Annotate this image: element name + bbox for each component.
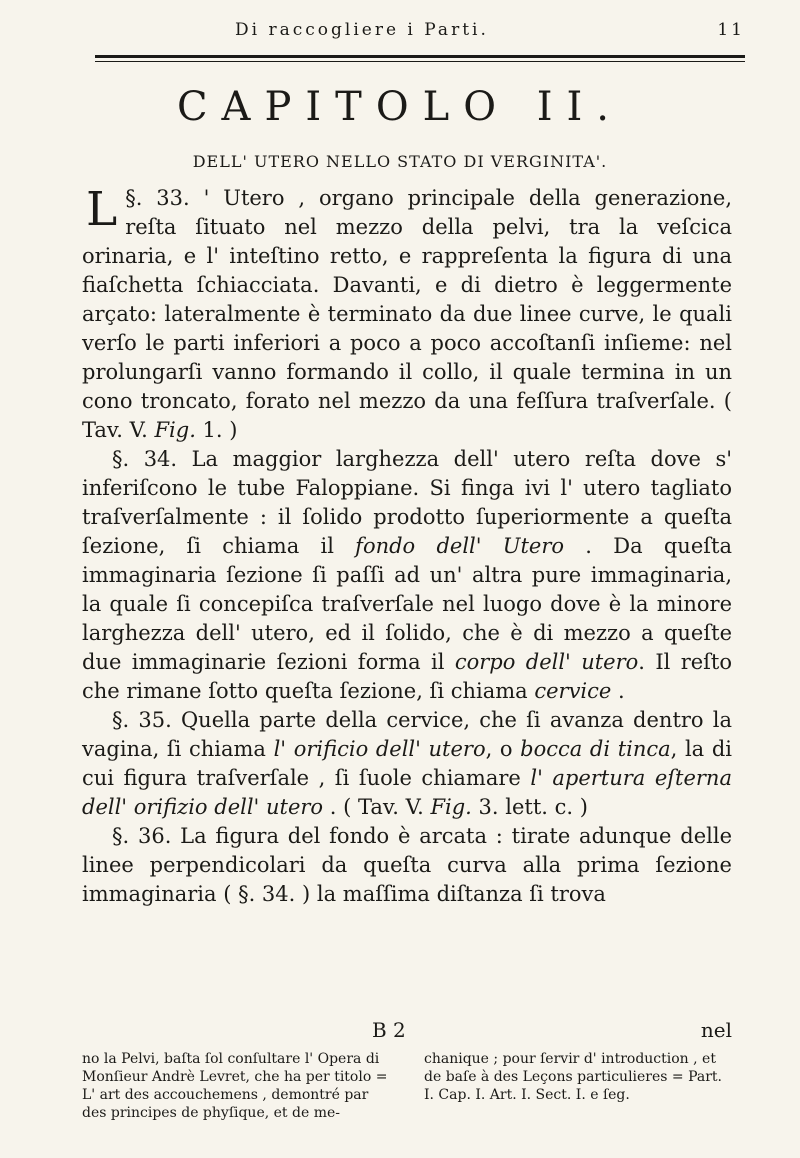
- paragraph-34-text-d: .: [611, 679, 625, 703]
- paragraph-35-text-e: 3. lett. c. ): [471, 795, 588, 819]
- term-cervice: cervice: [534, 679, 612, 703]
- footnotes: [82, 1050, 732, 1122]
- catchword: nel: [700, 1018, 732, 1042]
- paragraph-33-text: ' Utero , organo principale della generazione, reſta ſituato nel mezzo della pelvi, tra la veſcica orinaria, e l' inteſtino retto, e rappreſenta la figura di una fiaſchetta ſchiacciata. Davanti, e di dietro è leggermente arçato: lateralmente è terminato da due linee curve, le quali verſo le parti inferiori a poco a poco accoſtanſi inſieme: nel prolungarſi vanno formando il collo, il quale termina in un cono troncato, forato nel mezzo da una feſſura traſverſale. ( Tav. V.: [82, 186, 732, 442]
- chapter-heading: CAPITOLO II.: [176, 84, 624, 130]
- term-orificio: l' orificio dell' utero: [273, 737, 486, 761]
- header-rule-thin: [95, 61, 745, 62]
- running-title: Di raccogliere i Parti.: [235, 20, 489, 40]
- paragraph-35: [82, 706, 732, 822]
- chapter-subtitle: DELL' UTERO NELLO STATO DI VERGINITA'.: [192, 152, 608, 171]
- paragraph-34-text-c: . Il reſto che rimane ſotto queſta ſezione, ſi chiama: [82, 650, 733, 703]
- paragraph-35-text-a: §. 35. Quella parte della cervice, che ſi avanza dentro la vagina, ſi chiama: [82, 708, 732, 761]
- paragraph-34-text-b: . Da queſta immaginaria ſezione ſi paſſi ad un' altra pure immaginaria, la quale ſi concepiſca traſverſale nel luogo dove è la minore larghezza dell' utero, ed il ſolido, che è di mezzo a queſte due immaginarie ſezioni forma il: [82, 534, 732, 674]
- header-rule-thick: [95, 55, 745, 58]
- paragraph-36: §. 36. La figura del fondo è arcata : tirate adunque delle linee perpendicolari da queſta curva alla prima ſezione immaginaria ( §. 34. ) la maſſima diſtanza ſi trova: [82, 824, 732, 906]
- paragraph-34-text-a: §. 34. La maggior larghezza dell' utero reſta dove s' inferiſcono le tube Faloppiane. Si finga ivi l' utero tagliato traſverſalmente : il ſolido prodotto ſuperiormente a queſta ſezione, ſi chiama il: [82, 447, 732, 558]
- term-fondo: fondo dell' Utero: [355, 534, 565, 558]
- paragraph-33: [82, 184, 732, 445]
- body-text: [82, 184, 732, 909]
- footnote-right: chanique ; pour ſervir d' introduction , et de baſe à des Leçons particulieres = Part. I. Cap. I. Art. I. Sect. I. e ſeg.: [424, 1051, 723, 1103]
- figure-ref: Fig.: [430, 795, 472, 819]
- running-head: [95, 12, 745, 52]
- catch-line: [82, 1018, 732, 1042]
- paragraph-34: [82, 445, 732, 706]
- figure-ref: Fig.: [154, 418, 196, 442]
- signature-mark: B 2: [372, 1018, 406, 1042]
- term-bocca-di-tinca: bocca di tinca: [520, 737, 671, 761]
- term-corpo: corpo dell' utero: [454, 650, 639, 674]
- footnote-left: no la Pelvi, baſta ſol conſultare l' Opera di Monſieur Andrè Levret, che ha per titolo = L' art des accouchemens , demontré par des principes de phyſique, et de me-: [82, 1051, 388, 1121]
- paragraph-35-text-d: . ( Tav. V.: [323, 795, 431, 819]
- drop-cap: L: [86, 182, 118, 237]
- paragraph-33-end: 1. ): [195, 418, 238, 442]
- page-number: 11: [717, 20, 745, 40]
- section-number-33: §. 33.: [125, 186, 190, 210]
- paragraph-35-text-c: , la di cui figura traſverſale , ſi ſuole chiamare: [82, 737, 732, 790]
- paragraph-35-text-b: , o: [485, 737, 521, 761]
- term-apertura: l' apertura eſterna dell' orifizio dell' utero: [82, 766, 732, 819]
